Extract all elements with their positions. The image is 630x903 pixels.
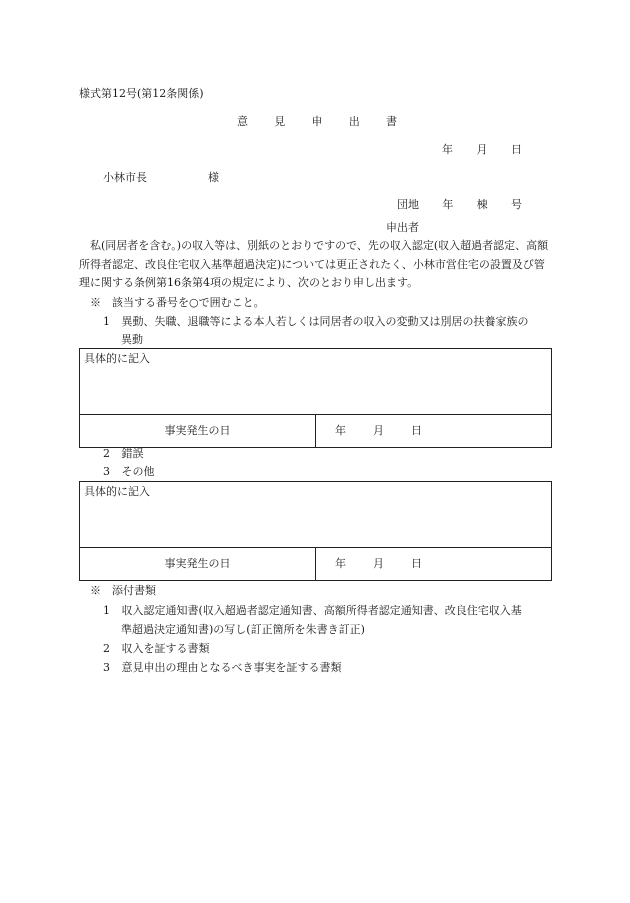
specific-entry-cell[interactable] [80, 482, 552, 548]
details-table-2 [79, 481, 552, 581]
item-text: その他 [121, 465, 155, 478]
item-1-continuation: 異動 [121, 333, 143, 346]
item-number: 2 [103, 447, 110, 460]
date-month: 月 [476, 143, 488, 156]
page-title [237, 115, 397, 129]
item-number: 2 [103, 642, 110, 655]
item-text: 収入認定通知書(収入超過者認定通知書、高額所得者認定通知書、改良住宅収入基 [121, 604, 522, 617]
submission-date [442, 143, 522, 157]
address-year: 年 [442, 198, 454, 211]
specific-entry-label: 具体的に記入 [84, 485, 150, 498]
date-day: 日 [411, 557, 422, 571]
occurrence-date-label: 事実発生の日 [80, 548, 316, 581]
specific-entry-label: 具体的に記入 [84, 352, 150, 365]
attachment-item-1 [103, 604, 522, 618]
title-char: 書 [386, 115, 397, 128]
title-char: 見 [274, 115, 286, 128]
item-text: 錯誤 [121, 447, 144, 460]
item-2 [103, 447, 144, 461]
title-char: 申 [311, 115, 323, 128]
item-number: 3 [103, 661, 110, 674]
address-danchi: 団地 [397, 198, 419, 211]
applicant-label: 申出者 [386, 221, 419, 234]
occurrence-date-cell[interactable] [316, 548, 552, 581]
address-number: 号 [510, 198, 522, 211]
date-year: 年 [335, 424, 346, 438]
attachment-item-1-continuation: 準超過決定通知書)の写し(訂正箇所を朱書き訂正) [121, 623, 365, 636]
item-number: 3 [103, 465, 110, 478]
date-year: 年 [442, 143, 453, 156]
addressee-mayor: 小林市長 [103, 171, 147, 184]
title-char: 出 [348, 115, 360, 128]
item-1 [103, 315, 529, 329]
attachment-item-3 [103, 661, 342, 675]
attachments-heading: ※ 添付書類 [90, 584, 156, 597]
address-line [397, 198, 522, 212]
date-day: 日 [511, 143, 522, 156]
date-day: 日 [411, 424, 422, 438]
specific-entry-cell[interactable] [80, 349, 552, 415]
form-number: 様式第12号(第12条関係) [79, 87, 204, 100]
item-text: 収入を証する書類 [121, 642, 210, 655]
item-number: 1 [103, 604, 110, 617]
item-number: 1 [103, 315, 110, 328]
address-building: 棟 [476, 198, 488, 211]
attachment-item-2 [103, 642, 210, 656]
date-month: 月 [373, 557, 384, 571]
occurrence-date-label: 事実発生の日 [80, 415, 316, 448]
note-circle-instruction: ※ 該当する番号を○で囲むこと。 [90, 296, 265, 309]
date-month: 月 [373, 424, 384, 438]
item-text: 異動、失職、退職等による本人若しくは同居者の収入の変動又は別居の扶養家族の [121, 315, 529, 328]
item-3 [103, 465, 155, 479]
main-statement: 私(同居者を含む。)の収入等は、別紙のとおりですので、先の収入認定(収入超過者認定、高額所得者認定、改良住宅収入基準超過決定)については更正されたく、小林市営住宅の設置及び管理に関する条例第16条第4項の規定により、次のとおり申し出ます。 [79, 239, 549, 290]
addressee-honorific: 様 [208, 171, 219, 184]
details-table-1 [79, 348, 552, 448]
date-year: 年 [335, 557, 346, 571]
title-char: 意 [237, 115, 248, 128]
occurrence-date-cell[interactable] [316, 415, 552, 448]
item-text: 意見申出の理由となるべき事実を証する書類 [121, 661, 342, 674]
